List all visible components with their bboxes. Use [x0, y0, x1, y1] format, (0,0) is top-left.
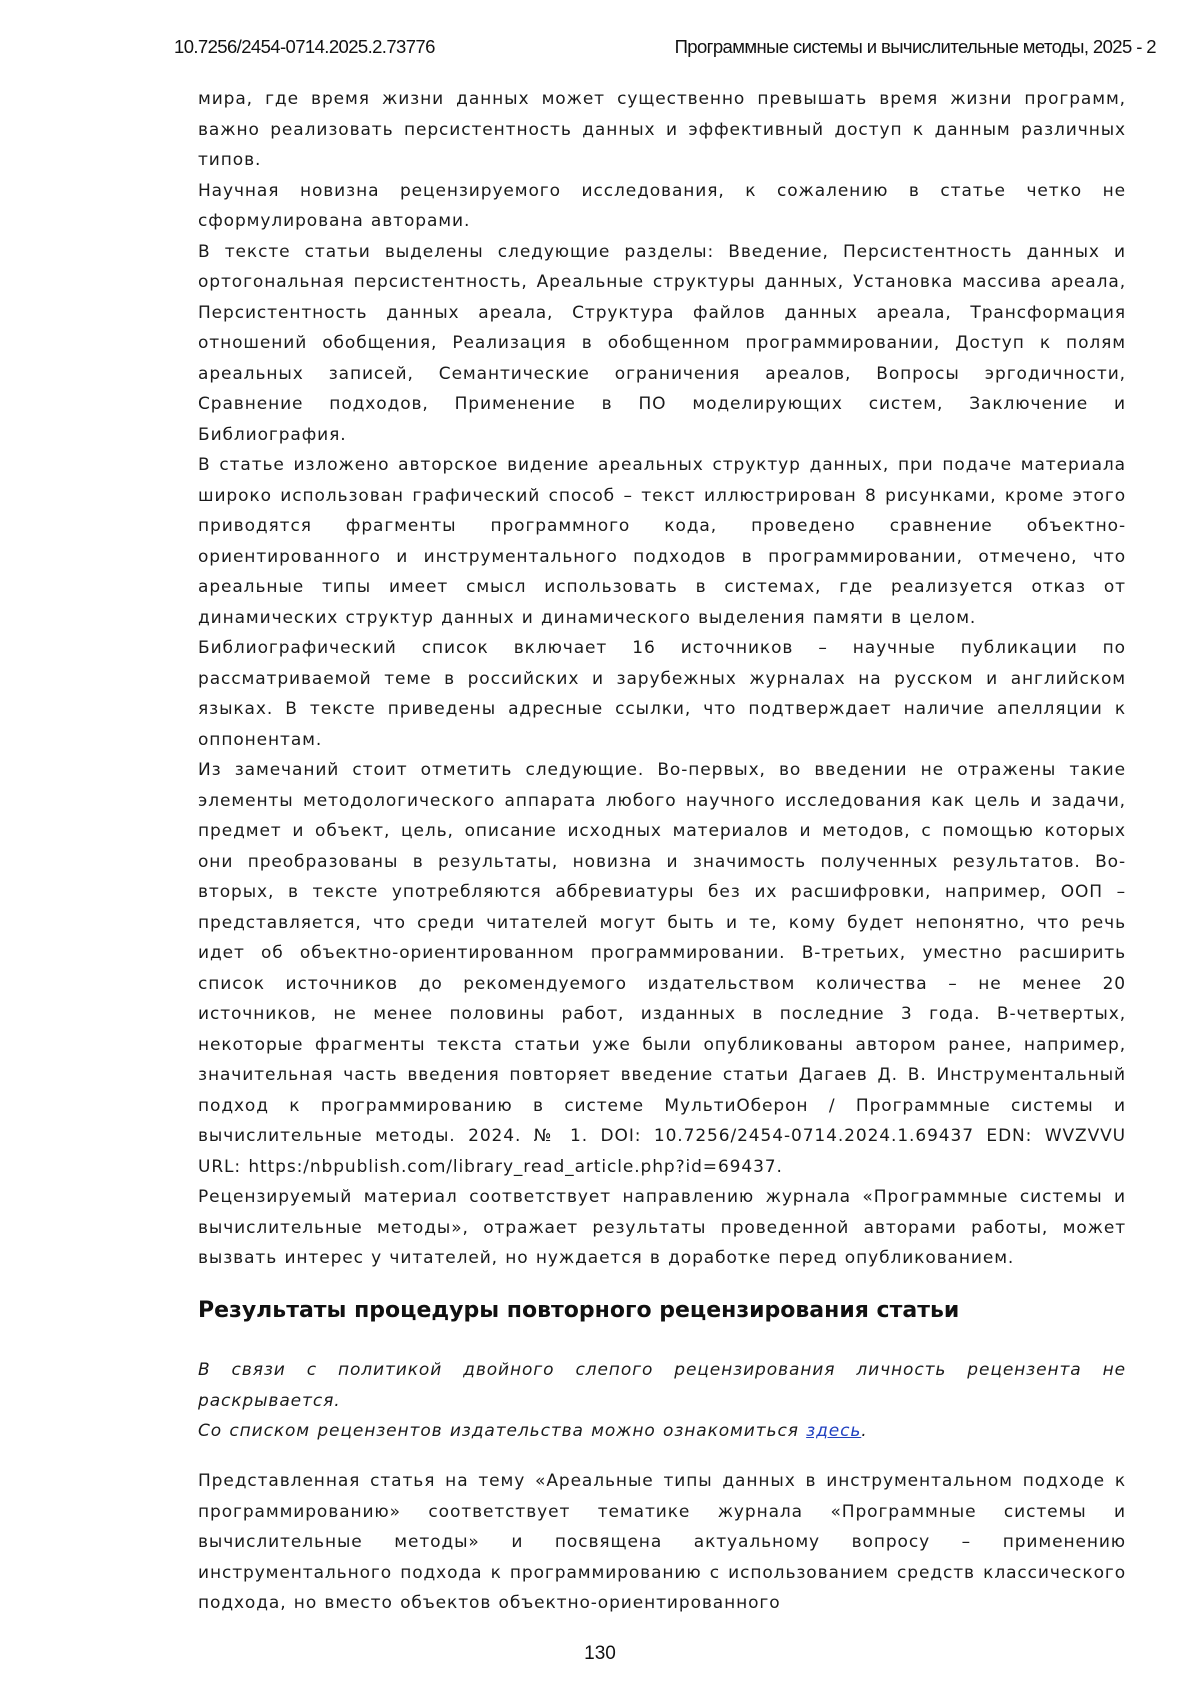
page-header	[174, 36, 1156, 62]
reviewers-list-text: Со списком рецензентов издательства можно ознакомиться	[198, 1421, 807, 1441]
reviewers-list-suffix: .	[861, 1421, 868, 1441]
doi-label: 10.7256/2454-0714.2025.2.73776	[174, 36, 435, 57]
paragraph-novelty: Научная новизна рецензируемого исследования, к сожалению в статье четко не сформулирована авторами.	[198, 180, 1126, 231]
article-body	[198, 84, 1126, 1274]
journal-title: Программные системы и вычислительные методы, 2025 - 2	[674, 36, 1156, 57]
paragraph-remarks: Из замечаний стоит отметить следующие. Во-первых, во введении не отражены такие элементы методологического аппарата любого научного исследования как цель и задачи, предмет и объект, цель, описание исходных материалов и методов, с помощью которых они преобразованы в результаты, новизна и значимость полученных результатов. Во-вторых, в тексте употребляются аббревиатуры без их расшифровки, например, ООП – представляется, что среди читателей могут быть и те, кому будет непонятно, что речь идет об объектно-ориентированном программировании. В-третьих, уместно расширить список источников до рекомендуемого издательством количества – не менее 20 источников, не менее половины работ, изданных в последние 3 года. В-четвертых, некоторые фрагменты текста статьи уже были опубликованы автором ранее, например, значительная часть введения повторяет введение статьи Дагаев Д. В. Инструментальный подход к программированию в системе МультиОберон / Программные системы и вычислительные методы. 2024. № 1. DOI: 10.7256/2454-0714.2024.1.69437 EDN: WVZVVU URL: https:/nbpublish.com/library_read_article.php?id=69437.	[198, 760, 1126, 1177]
paragraph-intro-continuation: мира, где время жизни данных может существенно превышать время жизни программ, важно реализовать персистентность данных и эффективный доступ к данным различных типов.	[198, 89, 1126, 170]
anonymity-note-line: В связи с политикой двойного слепого рецензирования личность рецензента не раскрывается.	[198, 1360, 1126, 1411]
repeat-review-body	[198, 1466, 1126, 1619]
paragraph-sections: В тексте статьи выделены следующие разделы: Введение, Персистентность данных и ортогональная персистентность, Ареальные структуры данных, Установка массива ареала, Персистентность данных ареала, Структура файлов данных ареала, Трансформация отношений обобщения, Реализация в обобщенном программировании, Доступ к полям ареальных записей, Семантические ограничения ареалов, Вопросы эргодичности, Сравнение подходов, Применение в ПО моделирующих систем, Заключение и Библиография.	[198, 241, 1126, 445]
reviewers-list-line	[198, 1416, 1126, 1447]
page-number: 130	[584, 1643, 616, 1664]
anonymity-note	[198, 1355, 1126, 1447]
paragraph-conclusion: Рецензируемый материал соответствует направлению журнала «Программные системы и вычислительные методы», отражает результаты проведенной авторами работы, может вызвать интерес у читателей, но нуждается в доработке перед опубликованием.	[198, 1187, 1126, 1268]
review-paragraph: Представленная статья на тему «Ареальные типы данных в инструментальном подходе к программированию» соответствует тематике журнала «Программные системы и вычислительные методы» и посвящена актуальному вопросу – применению инструментального подхода к программированию с использованием средств классического подхода, но вместо объектов объектно-ориентированного	[198, 1471, 1126, 1613]
paragraph-content: В статье изложено авторское видение ареальных структур данных, при подаче материала широко использован графический способ – текст иллюстрирован 8 рисунками, кроме этого приводятся фрагменты программного кода, проведено сравнение объектно-ориентированного и инструментального подходов в программировании, отмечено, что ареальные типы имеет смысл использовать в системах, где реализуется отказ от динамических структур данных и динамического выделения памяти в целом.	[198, 455, 1126, 628]
section-title: Результаты процедуры повторного рецензирования статьи	[198, 1298, 960, 1323]
paragraph-bibliography: Библиографический список включает 16 источников – научные публикации по рассматриваемой теме в российских и зарубежных журналах на русском и английском языках. В тексте приведены адресные ссылки, что подтверждает наличие апелляции к оппонентам.	[198, 638, 1126, 750]
reviewers-list-link[interactable]: здесь	[806, 1421, 862, 1441]
